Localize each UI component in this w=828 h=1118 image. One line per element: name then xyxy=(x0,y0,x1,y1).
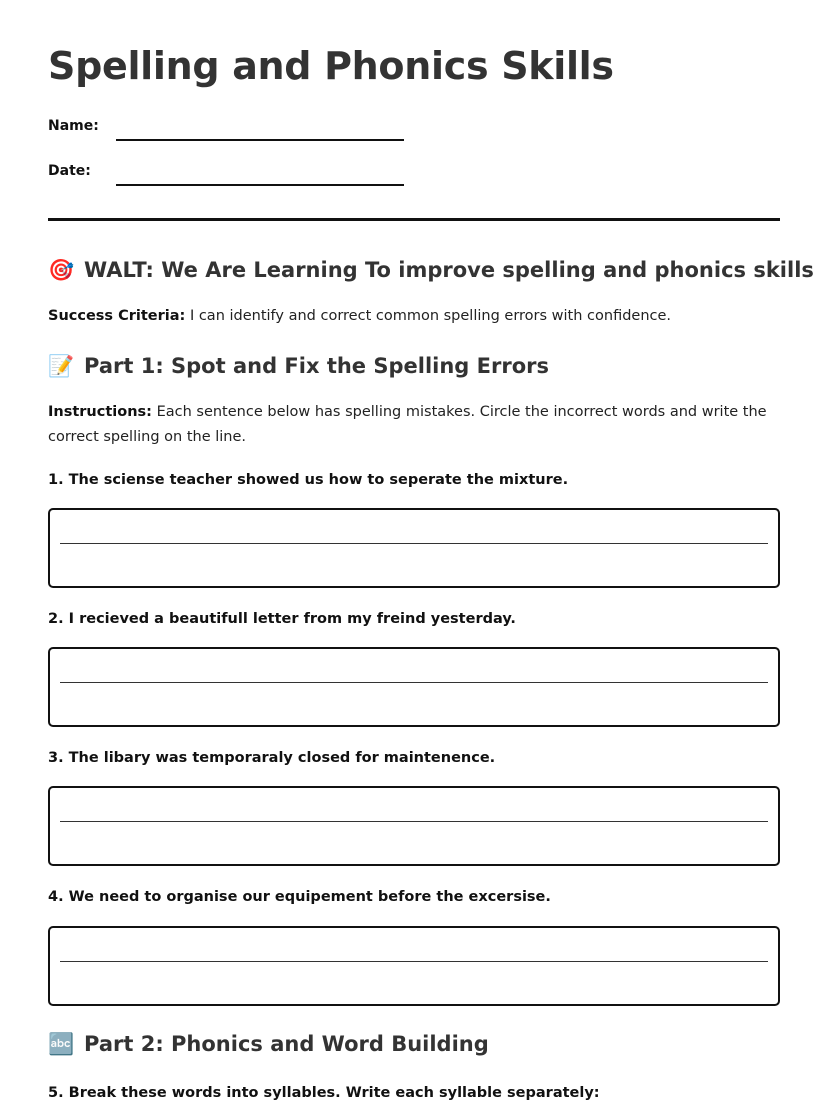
walt-heading-text: WALT: We Are Learning To improve spelling and phonics skills xyxy=(84,258,814,282)
part2-heading-text: Part 2: Phonics and Word Building xyxy=(84,1032,489,1056)
instructions-label: Instructions: xyxy=(48,404,152,420)
question-1: 1. The sciense teacher showed us how to seperate the mixture. xyxy=(48,472,569,488)
answer-line xyxy=(60,961,768,962)
answer-line xyxy=(60,821,768,822)
date-field[interactable] xyxy=(48,163,408,193)
name-line[interactable] xyxy=(116,139,404,141)
question-4: 4. We need to organise our equipement before the excersise. xyxy=(48,889,551,905)
name-field[interactable] xyxy=(48,118,408,148)
instructions-text: Each sentence below has spelling mistakes. Circle the incorrect words and write the correct spelling on the line. xyxy=(48,404,767,445)
walt-heading xyxy=(48,258,814,283)
success-criteria-label: Success Criteria: xyxy=(48,308,186,324)
part1-instructions xyxy=(48,400,780,450)
answer-box-4[interactable] xyxy=(48,926,780,1006)
date-line[interactable] xyxy=(116,184,404,186)
name-label: Name: xyxy=(48,118,99,134)
page-title: Spelling and Phonics Skills xyxy=(48,44,614,88)
header-divider xyxy=(48,218,780,221)
success-criteria xyxy=(48,304,780,329)
answer-line xyxy=(60,682,768,683)
question-3: 3. The libary was temporaraly closed for maintenence. xyxy=(48,750,496,766)
abc-icon: 🔤 xyxy=(48,1032,75,1056)
part2-heading xyxy=(48,1032,489,1057)
question-5: 5. Break these words into syllables. Write each syllable separately: xyxy=(48,1085,600,1101)
answer-box-1[interactable] xyxy=(48,508,780,588)
answer-box-2[interactable] xyxy=(48,647,780,727)
answer-box-3[interactable] xyxy=(48,786,780,866)
question-2: 2. I recieved a beautifull letter from my freind yesterday. xyxy=(48,611,516,627)
success-criteria-text: I can identify and correct common spelling errors with confidence. xyxy=(189,308,672,324)
part1-heading-text: Part 1: Spot and Fix the Spelling Errors xyxy=(84,354,549,378)
memo-icon: 📝 xyxy=(48,354,75,378)
part1-heading xyxy=(48,354,549,379)
answer-line xyxy=(60,543,768,544)
date-label: Date: xyxy=(48,163,91,179)
target-icon: 🎯 xyxy=(48,258,75,282)
